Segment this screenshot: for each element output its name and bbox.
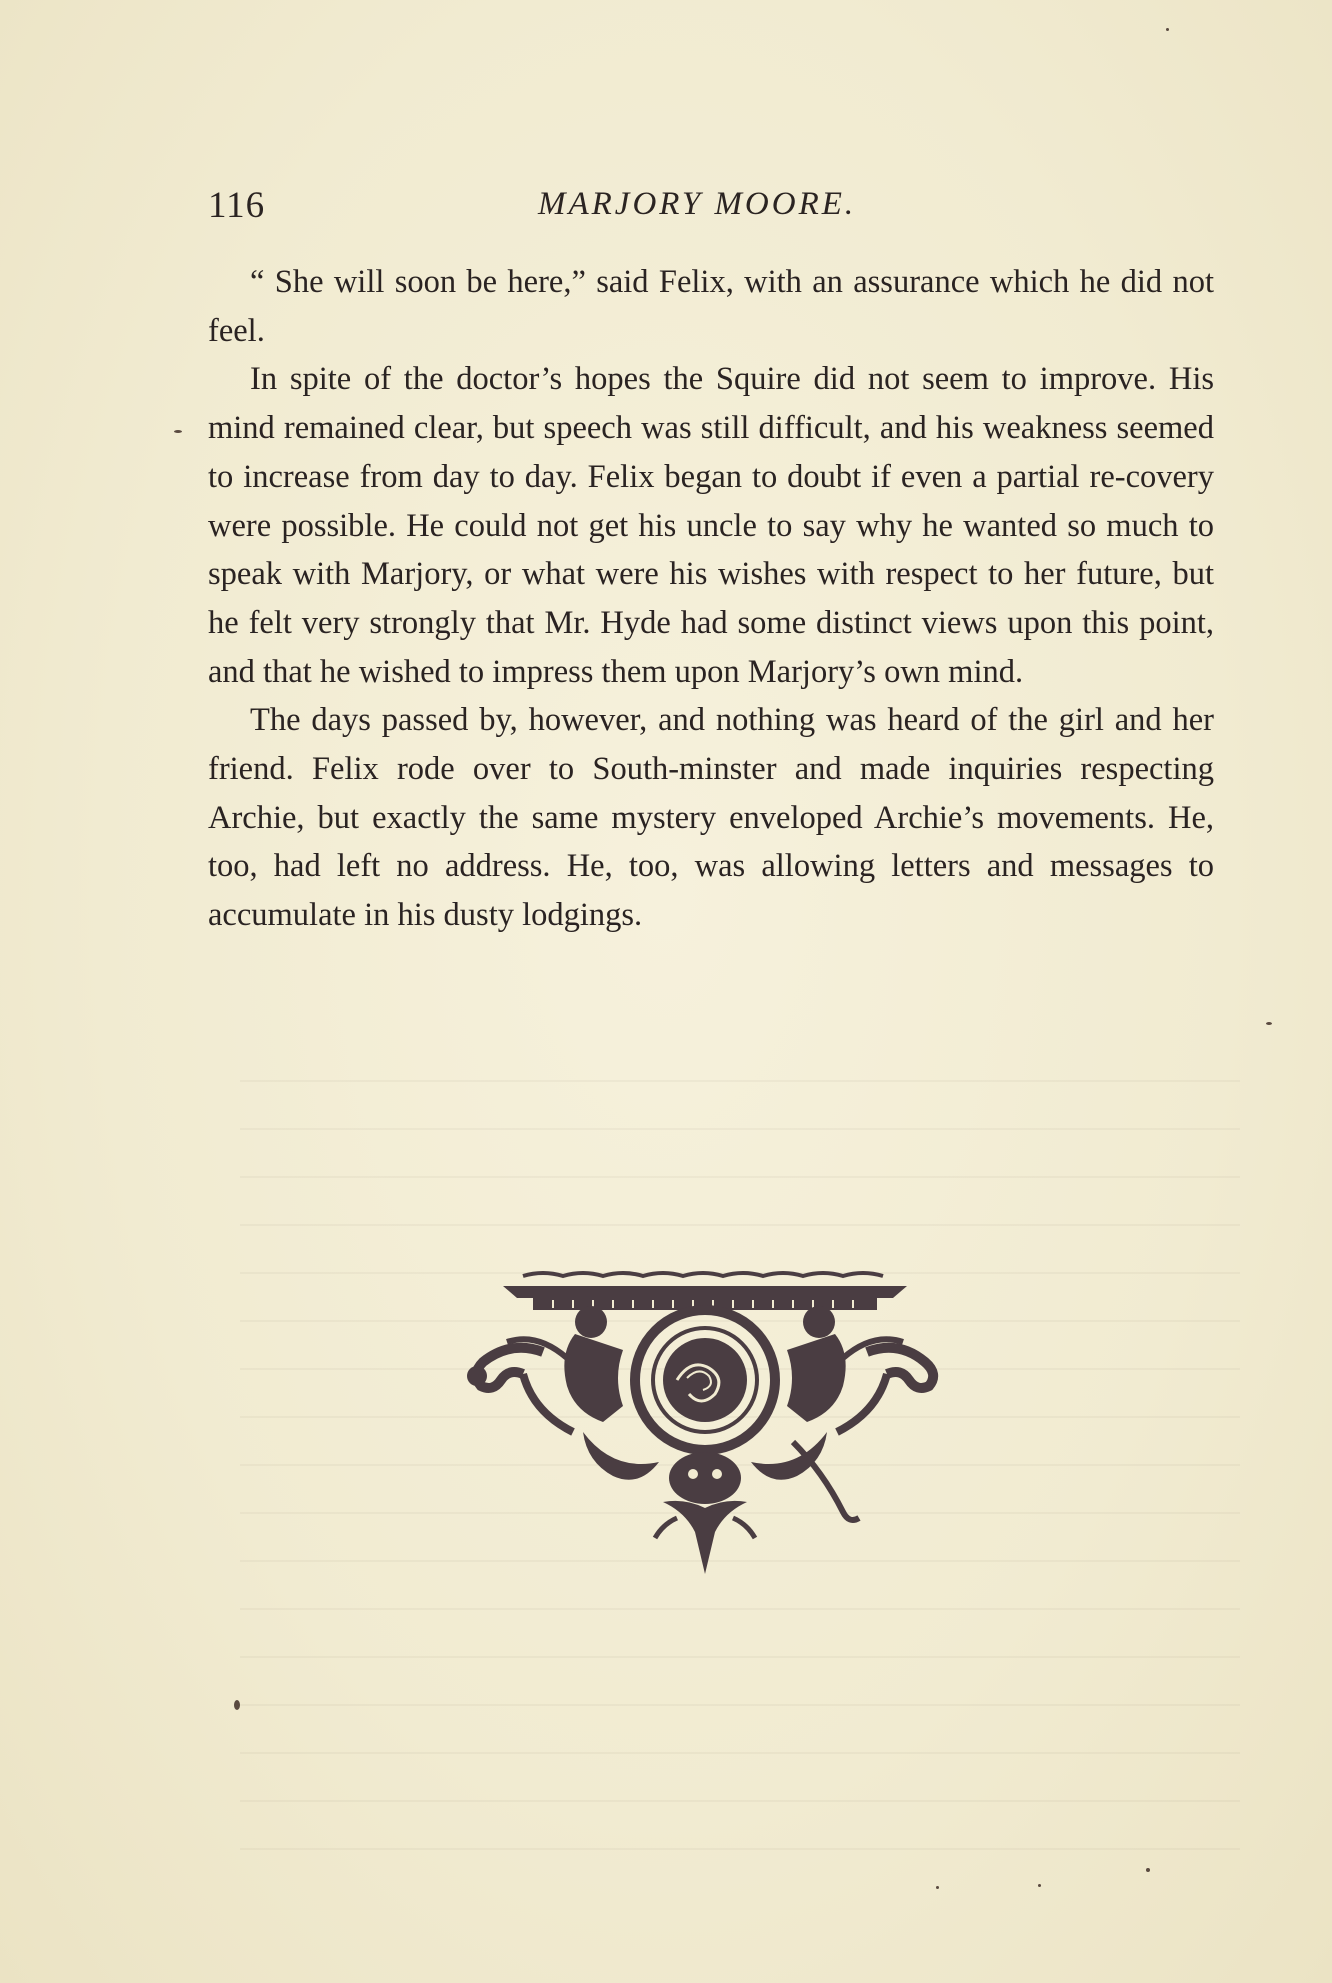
decorative-tailpiece-icon xyxy=(463,1262,947,1582)
paper-speck xyxy=(1146,1868,1150,1872)
paragraph: “ She will soon be here,” said Felix, with an assurance which he did not feel. xyxy=(208,264,1214,349)
paragraph: In spite of the doctor’s hopes the Squire did not seem to improve. His mind remained clear, but speech was still difficult, and his weakness seemed to increase from day to day. Felix began to doubt if even a partial re-covery were possible. He could not get his uncle to say why he wanted so much to speak with Marjory, or what were his wishes with respect to her future, but he felt very strongly that Mr. Hyde had some distinct views upon this point, and that he wished to impress them upon Marjory’s own mind. xyxy=(208,361,1214,690)
paper-speck xyxy=(1166,28,1169,31)
paper-speck xyxy=(1266,1022,1272,1025)
paper-speck xyxy=(936,1886,939,1889)
page-number: 116 xyxy=(208,185,266,226)
paper-speck xyxy=(1038,1884,1041,1887)
paper-speck xyxy=(234,1700,240,1710)
text-block xyxy=(208,258,1214,940)
running-head xyxy=(208,184,1214,234)
paper-speck xyxy=(174,430,182,433)
paragraph: The days passed by, however, and nothing was heard of the girl and her friend. Felix rode over to South-minster and made inquiries respecting Archie, but exactly the same mystery enveloped Archie’s movements. He, too, had left no address. He, too, was allowing letters and messages to accumulate in his dusty lodgings. xyxy=(208,702,1214,934)
book-title: MARJORY MOORE. xyxy=(538,186,857,222)
